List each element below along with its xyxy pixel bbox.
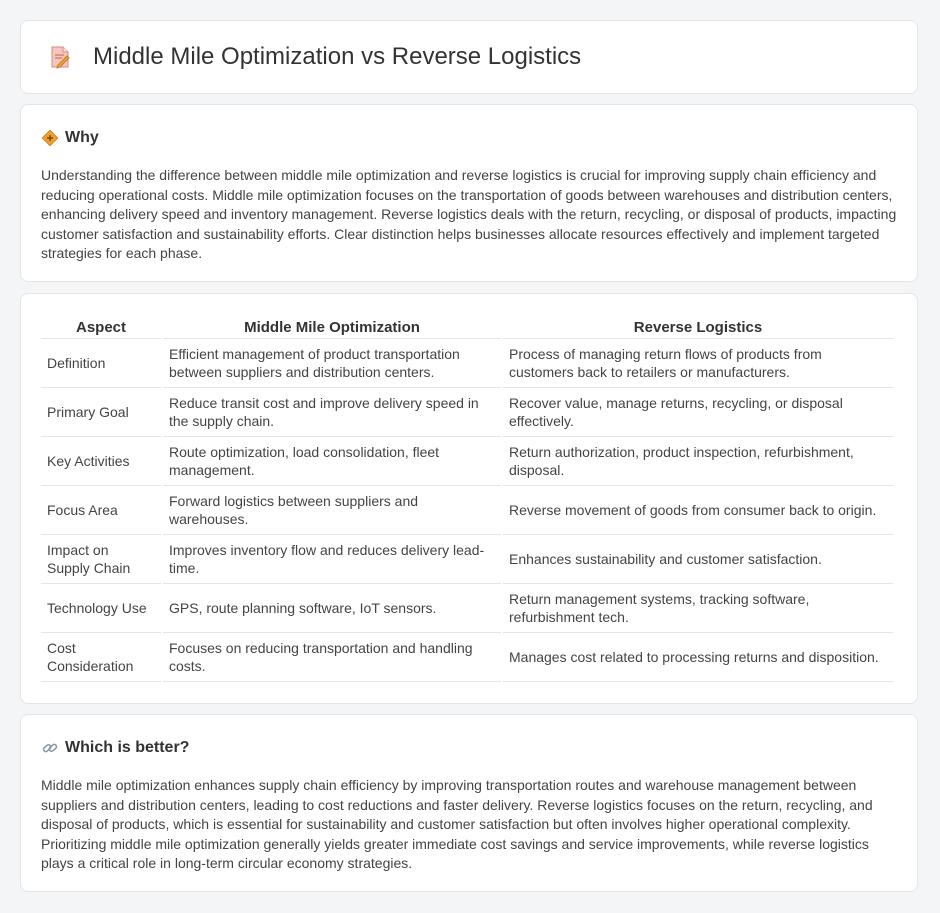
better-heading <box>41 738 897 758</box>
reverse-logistics-cell: Reverse movement of goods from consumer back to origin. <box>503 486 893 535</box>
why-body: Understanding the difference between middle mile optimization and reverse logistics is crucial for improving supply chain efficiency and reducing operational costs. Middle mile optimization focuses on the transportation of goods between warehouses and distribution centers, enhancing delivery speed and inventory management. Reverse logistics deals with the return, recycling, or disposal of products, impacting customer satisfaction and sustainability efforts. Clear distinction helps businesses allocate resources effectively and implement targeted strategies for each phase. <box>41 167 897 261</box>
reverse-logistics-cell: Manages cost related to processing returns and disposition. <box>503 633 893 682</box>
why-section <box>20 104 918 282</box>
better-body: Middle mile optimization enhances supply chain efficiency by improving transportation routes and warehouse management between suppliers and distribution centers, leading to cost reductions and faster delivery. Reverse logistics focuses on the return, recycling, and disposal of products, which is essential for sustainability and customer satisfaction but often involves higher operational complexity. Prioritizing middle mile optimization generally yields greater immediate cost savings and service improvements, while reverse logistics plays a critical role in long-term circular economy strategies. <box>41 777 873 871</box>
why-title: Why <box>65 129 99 146</box>
reverse-logistics-cell: Enhances sustainability and customer satisfaction. <box>503 535 893 584</box>
table-row <box>41 486 893 535</box>
middle-mile-cell: GPS, route planning software, IoT sensors. <box>163 584 501 633</box>
header-card <box>20 20 918 94</box>
warning-sign-icon <box>41 129 59 147</box>
aspect-cell: Cost Consideration <box>41 633 161 682</box>
table-row <box>41 388 893 437</box>
middle-mile-cell: Efficient management of product transportation between suppliers and distribution centers. <box>163 339 501 388</box>
reverse-logistics-cell: Return management systems, tracking software, refurbishment tech. <box>503 584 893 633</box>
middle-mile-cell: Focuses on reducing transportation and handling costs. <box>163 633 501 682</box>
comparison-table <box>39 312 895 682</box>
header-reverse-logistics: Reverse Logistics <box>503 312 893 339</box>
reverse-logistics-cell: Return authorization, product inspection, refurbishment, disposal. <box>503 437 893 486</box>
table-row <box>41 633 893 682</box>
table-row <box>41 339 893 388</box>
aspect-cell: Definition <box>41 339 161 388</box>
aspect-cell: Technology Use <box>41 584 161 633</box>
why-heading <box>41 128 897 148</box>
page-title: Middle Mile Optimization vs Reverse Logistics <box>93 43 582 70</box>
aspect-cell: Primary Goal <box>41 388 161 437</box>
reverse-logistics-cell: Process of managing return flows of products from customers back to retailers or manufacturers. <box>503 339 893 388</box>
document-pencil-icon <box>47 44 73 70</box>
aspect-cell: Impact on Supply Chain <box>41 535 161 584</box>
table-row <box>41 437 893 486</box>
table-row <box>41 535 893 584</box>
table-row <box>41 584 893 633</box>
aspect-cell: Key Activities <box>41 437 161 486</box>
better-section <box>20 714 918 892</box>
middle-mile-cell: Improves inventory flow and reduces delivery lead-time. <box>163 535 501 584</box>
comparison-card <box>20 293 918 704</box>
middle-mile-cell: Forward logistics between suppliers and warehouses. <box>163 486 501 535</box>
aspect-cell: Focus Area <box>41 486 161 535</box>
header-aspect: Aspect <box>41 312 161 339</box>
middle-mile-cell: Reduce transit cost and improve delivery speed in the supply chain. <box>163 388 501 437</box>
reverse-logistics-cell: Recover value, manage returns, recycling, or disposal effectively. <box>503 388 893 437</box>
link-icon <box>41 739 59 757</box>
header-middle-mile: Middle Mile Optimization <box>163 312 501 339</box>
better-title: Which is better? <box>65 739 190 756</box>
table-header-row <box>41 312 893 339</box>
middle-mile-cell: Route optimization, load consolidation, fleet management. <box>163 437 501 486</box>
